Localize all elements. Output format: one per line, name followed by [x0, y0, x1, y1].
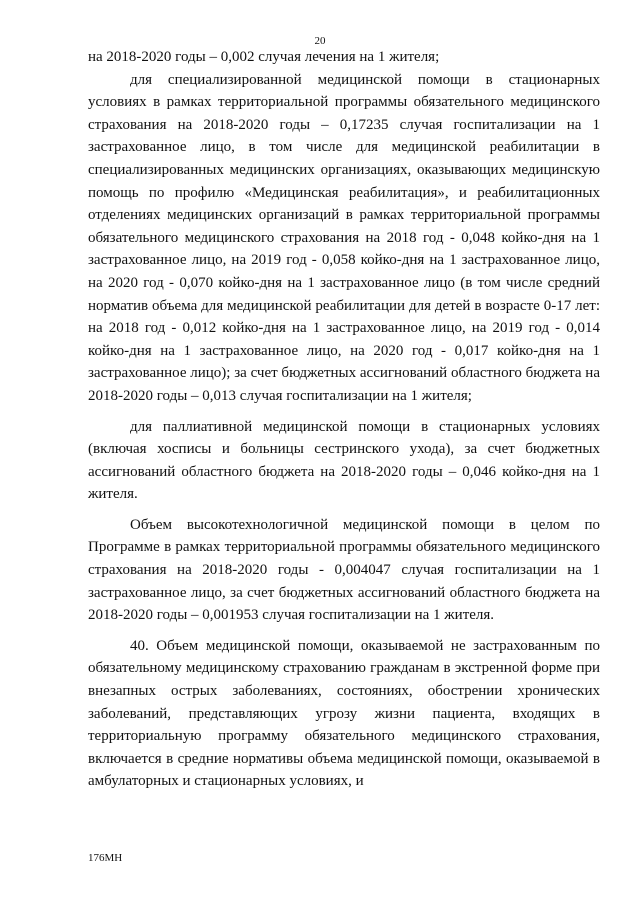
document-body: [88, 46, 600, 793]
paragraph-high-tech-care: Объем высокотехнологичной медицинской помощи в целом по Программе в рамках территориальной программы обязательного медицинского страхования на 2018-2020 годы - 0,004047 случая госпитализации на 1 застрахованное лицо, за счет бюджетных ассигнований областного бюджета на 2018-2020 годы – 0,001953 случая госпитализации на 1 жителя.: [88, 516, 600, 624]
paragraph-continuation: на 2018-2020 годы – 0,002 случая лечения на 1 жителя;: [88, 49, 440, 65]
paragraph-palliative-care: для паллиативной медицинской помощи в стационарных условиях (включая хосписы и больницы сестринского ухода), за счет бюджетных ассигнований областного бюджета на 2018-2020 годы – 0,046 койко-дня на 1 жителя.: [88, 418, 600, 503]
footer-document-code: 176МН: [88, 852, 123, 864]
page-number: 20: [314, 35, 326, 47]
paragraph-specialized-care: для специализированной медицинской помощи в стационарных условиях в рамках территориальной программы обязательного медицинского страхования на 2018-2020 годы – 0,17235 случая госпитализации на 1 застрахованное лицо, в том числе для медицинской реабилитации в специализированных медицинских организациях, оказывающих медицинскую помощь по профилю «Медицинская реабилитация», и реабилитационных отделениях медицинских организаций в рамках территориальной программы обязательного медицинского страхования на 2018 год - 0,048 койко-дня на 1 застрахованное лицо, на 2019 год - 0,058 койко-дня на 1 застрахованное лицо, на 2020 год - 0,070 койко-дня на 1 застрахованное лицо (в том числе средний норматив объема для медицинской реабилитации для детей в возрасте 0-17 лет: на 2018 год - 0,012 койко-дня на 1 застрахованное лицо, на 2019 год - 0,014 койко-дня на 1 застрахованное лицо, на 2020 год - 0,017 койко-дня на 1 застрахованное лицо); за счет бюджетных ассигнований областного бюджета на 2018-2020 годы – 0,013 случая госпитализации на 1 жителя;: [88, 71, 600, 404]
paragraph-item-40: 40. Объем медицинской помощи, оказываемой не застрахованным по обязательному медицинскому страхованию гражданам в экстренной форме при внезапных острых заболеваниях, состояниях, обострении хронических заболеваний, представляющих угрозу жизни пациента, входящих в территориальную программу обязательного медицинского страхования, включается в средние нормативы объема медицинской помощи, оказываемой в амбулаторных и стационарных условиях, и: [88, 637, 600, 790]
